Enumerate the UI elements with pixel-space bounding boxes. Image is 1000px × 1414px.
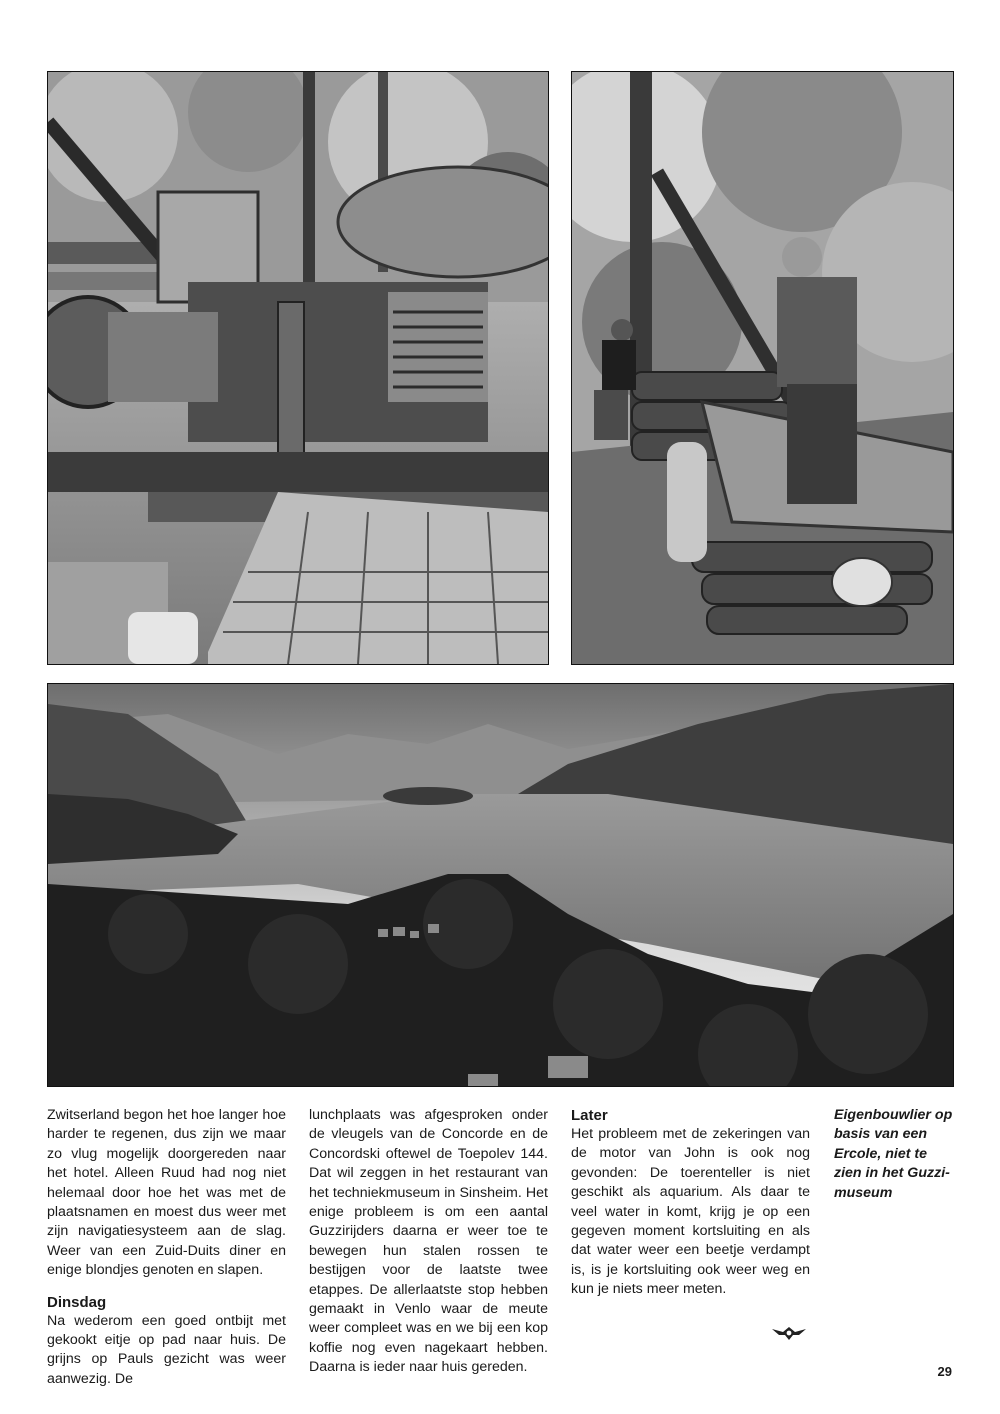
section-heading-later: Later <box>571 1107 608 1124</box>
article-column-1 <box>47 1106 286 1389</box>
lake-landscape-photo <box>47 683 954 1087</box>
workers-logs-photo <box>571 71 954 665</box>
section-heading-dinsdag: Dinsdag <box>47 1293 107 1311</box>
article-column-3 <box>571 1106 810 1300</box>
photo-caption: Eigenbouwlier op basis van een Ercole, niet te zien in het Guzzi-museum <box>834 1107 953 1201</box>
page-number: 29 <box>937 1364 952 1379</box>
article-column-2 <box>309 1106 548 1378</box>
article-paragraph: Zwitserland begon het hoe langer hoe harder te regenen, dus zijn we maar zo vlug mogelijk doorgereden naar het hotel. Alleen Ruud had nog niet helemaal door hoe het was met de plaatsnamen en moest dus weer met zijn navigatiesysteem aan de slag. Weer van een Zuid-Duits diner en enige blondjes genoten en slapen. <box>47 1107 286 1279</box>
article-paragraph: Het probleem met de zekeringen van de motor van John is ook nog gevonden: De toerenteller is niet geschikt als aquarium. Als daar te veel water in komt, krijg je op een gegeven moment kortsluiting en als dat water weer een beetje verdampt is, is je kortsluiting ook weer weg en kun je niets meer meten. <box>571 1126 810 1298</box>
moto-guzzi-eagle-icon <box>771 1324 807 1342</box>
article-paragraph: lunchplaats was afgesproken onder de vleugels van de Concorde en de Concordski oftewel de Toepolev 144. Dat wil zeggen in het restaurant van het techniekmuseum in Sinsheim. Het enige probleem is om een aantal Guzzirijders daarna er weer toe te bewegen hun stalen rossen te bestijgen voor de laatste twee etappes. De allerlaatste stop hebben gemaakt in Venlo waar de meute weer compleet was en we bij een kop koffie nog even nagekaart hebben. Daarna is ieder naar huis gereden. <box>309 1107 548 1376</box>
article-paragraph: Na wederom een goed ontbijt met gekookt eitje op pad naar huis. De grijns op Pauls gezicht was weer aanwezig. De <box>47 1312 286 1387</box>
winch-engine-photo <box>47 71 549 665</box>
